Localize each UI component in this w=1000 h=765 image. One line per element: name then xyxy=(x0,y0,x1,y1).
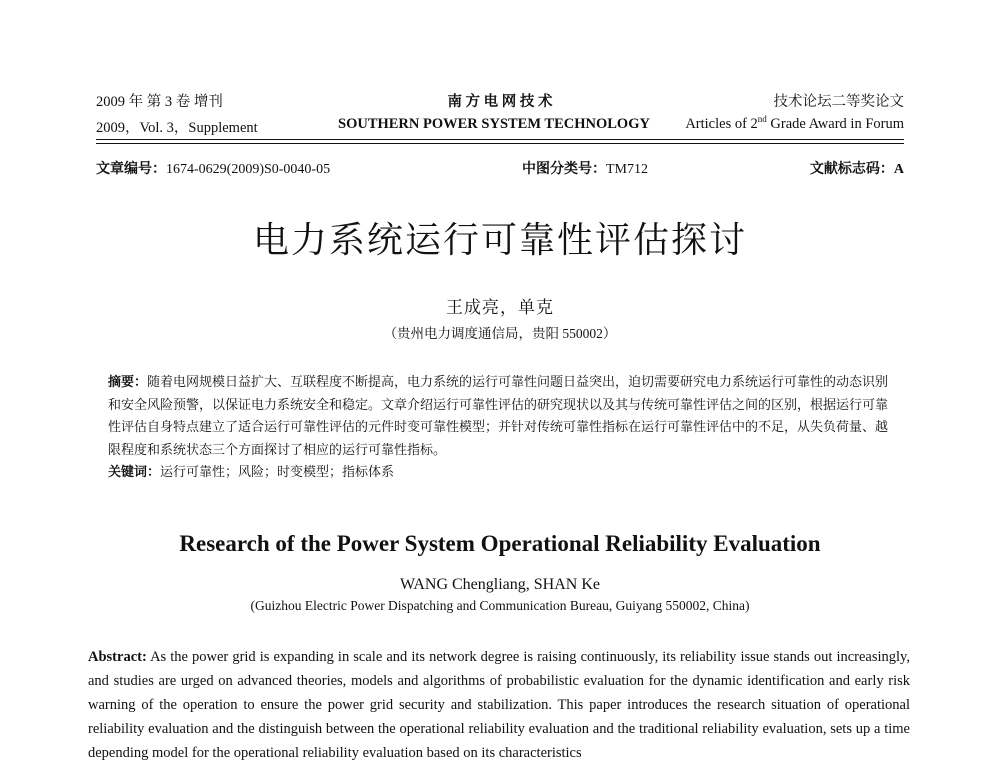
journal-name-en: SOUTHERN POWER SYSTEM TECHNOLOGY xyxy=(338,116,650,132)
paper-title-en: Research of the Power System Operational Reliability Evaluation xyxy=(179,531,821,556)
award-note-cn: 技术论坛二等奖论文 xyxy=(773,94,904,110)
keywords-cn: 关键词：运行可靠性；风险；时变模型；指标体系 xyxy=(108,464,395,479)
abstract-cn-paragraph: 摘要：随着电网规模日益扩大、互联程度不断提高，电力系统的运行可靠性问题日益突出，迫切需要研究电力系统运行可靠性的动态识别和安全风险预警，以保证电力系统安全和稳定。文章介绍运行可靠性评估的研究现状以及其与传统可靠性评估之间的区别，根据运行可靠性评估自身特点建立了适合运行可靠性评估的元件时变可靠性模型；并针对传统可靠性指标在运行可靠性评估中的不足，从失负荷量、越限程度和系统状态三个方面探讨了相应的运行可靠性指标。 xyxy=(108,374,889,457)
authors-en: WANG Chengliang, SHAN Ke xyxy=(400,576,600,593)
clc-number: 中图分类号：TM712 xyxy=(522,162,648,177)
issue-info-cn: 2009 年 第 3 卷 增刊 xyxy=(96,94,223,110)
document-code: 文献标志码：A xyxy=(809,162,904,177)
paper-title-cn: 电力系统运行可靠性评估探讨 xyxy=(252,220,747,261)
article-number: 文章编号：1674-0629(2009)S0-0040-05 xyxy=(96,162,331,177)
abstract-cn xyxy=(108,371,900,484)
header-rule-thin xyxy=(96,143,904,144)
abstract-en: Abstract: As the power grid is expanding in scale and its network degree is raising continuously, its reliability issue stands out increasingly, and studies are urged on advanced theories, models and algorithms of probabilistic evaluation for the dynamic identification and early risk warning of the operation to ensure the power grid security and stabilization. This paper introduces the research situation of operational reliability evaluation and the distinguish between the operational reliability evaluation and the traditional reliability evaluation, sets up a time depending model for the operational reliability evaluation based on its characteristics xyxy=(88,649,910,761)
header-rule-thick xyxy=(96,139,904,140)
journal-name-cn: 南 方 电 网 技 术 xyxy=(447,94,553,110)
affiliation-cn: （贵州电力调度通信局，贵阳 550002） xyxy=(383,326,617,341)
authors-cn: 王成亮，单克 xyxy=(446,298,554,317)
affiliation-en: (Guizhou Electric Power Dispatching and Communication Bureau, Guiyang 550002, China) xyxy=(250,598,750,613)
issue-info-en: 2009，Vol. 3，Supplement xyxy=(96,120,258,136)
award-note-en: Articles of 2nd Grade Award in Forum xyxy=(685,114,904,132)
